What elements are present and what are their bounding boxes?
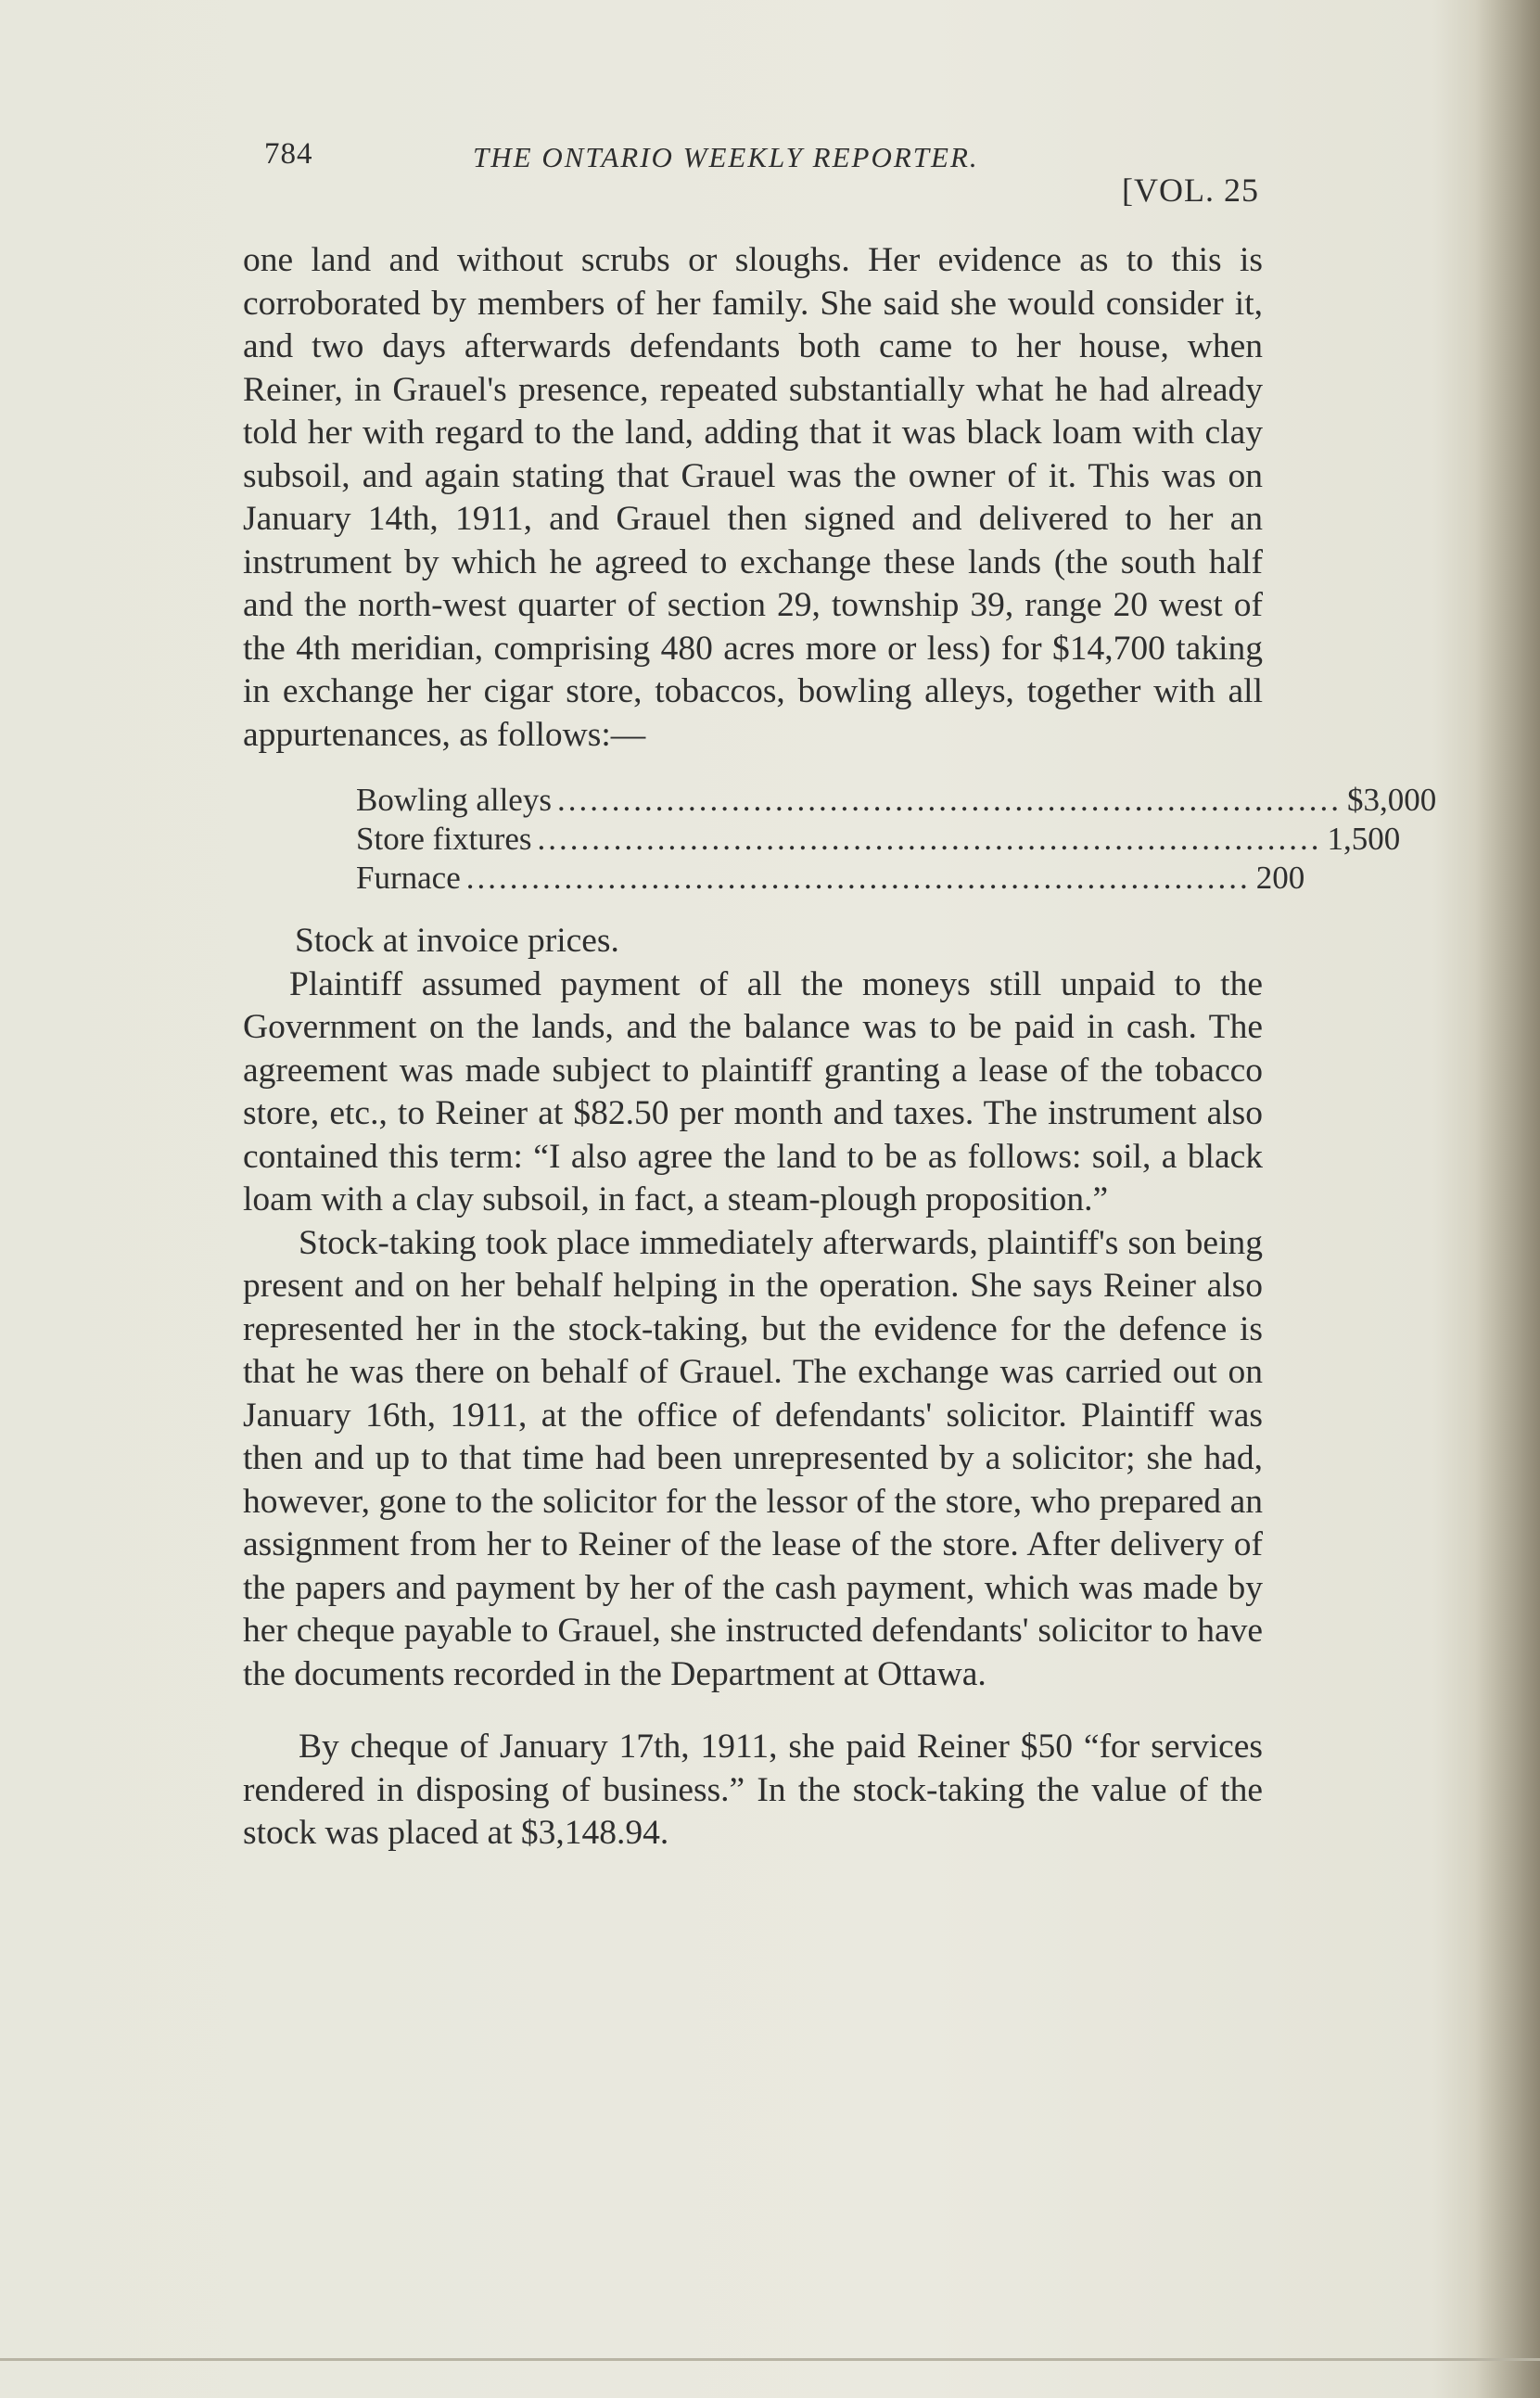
- item-label: Furnace: [356, 860, 461, 896]
- leader-dots: ........................................................................: [537, 821, 1322, 857]
- item-label: Store fixtures: [356, 821, 532, 857]
- page-number: 784: [264, 137, 313, 171]
- list-item: [356, 859, 1305, 898]
- item-label: Bowling alleys: [356, 782, 552, 818]
- volume-label: [VOL. 25: [1122, 172, 1259, 209]
- page-bottom-edge: [0, 2358, 1540, 2361]
- leader-dots: ........................................................................: [465, 860, 1251, 896]
- paragraph-4: By cheque of January 17th, 1911, she paid Reiner $50 “for services rendered in disposing of business.” In the stock-taking the value of the stock was placed at $3,148.94.: [243, 1728, 1263, 1852]
- list-item: [356, 781, 1437, 820]
- page-edge-shadow: [1475, 0, 1540, 2398]
- item-amount: 200: [1255, 860, 1305, 896]
- paragraph-3: Stock-taking took place immediately afterwards, plaintiff's son being present and on her behalf helping in the operation. She says Reiner also represented her in the stock-taking, but the evidence for the defence is that he was there on behalf of Grauel. The exchange was carried out on January 16th, 1911, at the office of defendants' solicitor. Plaintiff was then and up to that time had been unrepresented by a solicitor; she had, however, gone to the solicitor for the lessor of the store, who prepared an assignment from her to Reiner of the lease of the store. After delivery of the papers and payment by her of the cash payment, which was made by her cheque payable to Grauel, she instructed defendants' solicitor to have the documents recorded in the Department at Ottawa.: [243, 1223, 1263, 1693]
- item-amount: 1,500: [1327, 821, 1401, 857]
- paragraph-1: one land and without scrubs or sloughs. Her evidence as to this is corroborated by members of her family. She said she would consider it, and two days afterwards defendants both came to her house, when Reiner, in Grauel's presence, repeated substantially what he had already told her with regard to the land, adding that it was black loam with clay subsoil, and again stating that Grauel was the owner of it. This was on January 14th, 1911, and Grauel then signed and delivered to her an instrument by which he agreed to exchange these lands (the south half and the north-west quarter of section 29, township 39, range 20 west of the 4th meridian, comprising 480 acres more or less) for $14,700 taking in exchange her cigar store, tobaccos, bowling alleys, together with all appurtenances, as follows:—: [243, 241, 1263, 754]
- page-header: [264, 137, 1284, 209]
- list-item: [356, 820, 1401, 859]
- leader-dots: ........................................................................: [556, 782, 1342, 818]
- running-title: THE ONTARIO WEEKLY REPORTER.: [473, 141, 979, 173]
- exchange-items-list: [356, 781, 1437, 898]
- item-amount: $3,000: [1346, 782, 1437, 818]
- paragraph-2: Plaintiff assumed payment of all the moneys still unpaid to the Government on the lands, and the balance was to be paid in cash. The agreement was made subject to plaintiff granting a lease of the tobacco store, etc., to Reiner at $82.50 per month and taxes. The instrument also contained this term: “I also agree the land to be as follows: soil, a black loam with a clay subsoil, in fact, a steam-plough proposition.”: [243, 964, 1263, 1218]
- body-text: [243, 239, 1437, 1856]
- stock-line: Stock at invoice prices.: [295, 922, 619, 960]
